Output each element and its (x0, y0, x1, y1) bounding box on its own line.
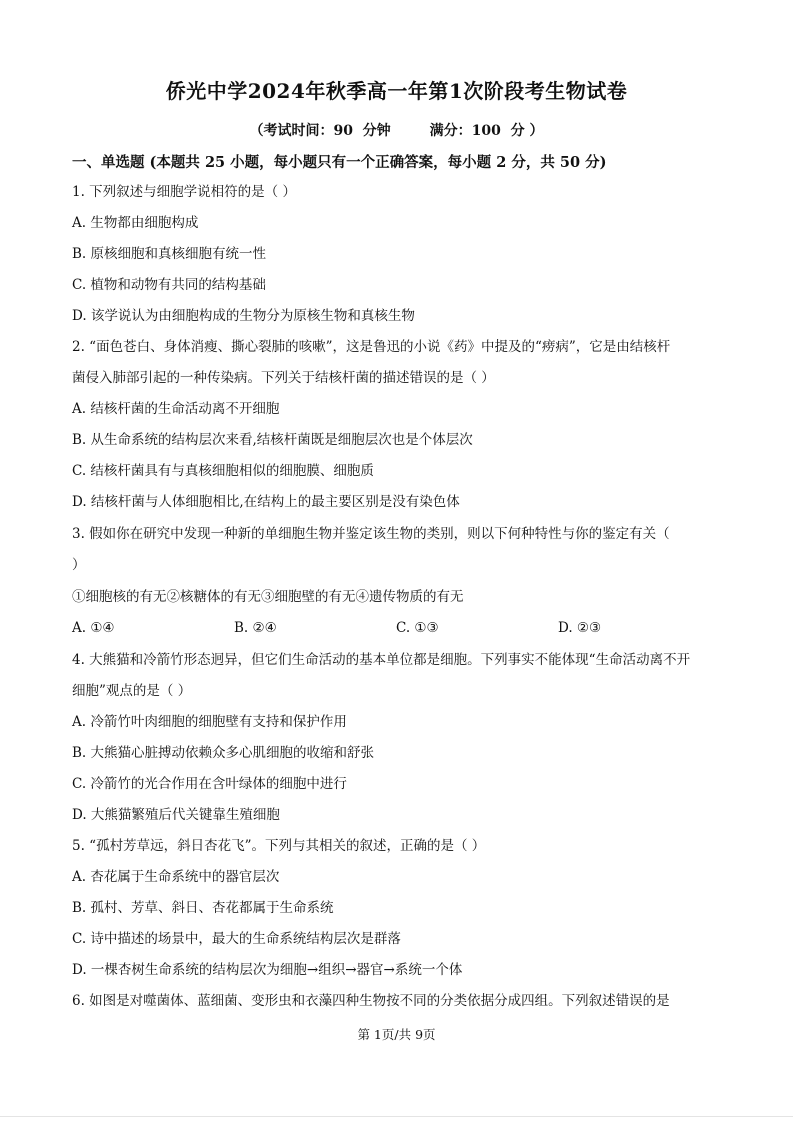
q4-stem-line1: 4. 大熊猫和冷箭竹形态迥异，但它们生命活动的基本单位都是细胞。下列事实不能体现“生命活动离不开 (72, 652, 691, 668)
q3-option-a: A. ①④ (72, 620, 115, 636)
q4-option-d: D. 大熊猫繁殖后代关键靠生殖细胞 (72, 807, 280, 823)
q2-stem-line1: 2. “面色苍白、身体消瘦、撕心裂肺的咳嗽”，这是鲁迅的小说《药》中提及的“痨病”，它是由结核杆 (72, 339, 671, 355)
q3-stem-line2: ） (72, 557, 86, 573)
page-footer: 第 1页/共 9页 (357, 1027, 436, 1042)
q4-stem-line2: 细胞”观点的是（ ） (72, 683, 192, 699)
q3-statements: ①细胞核的有无②核糖体的有无③细胞壁的有无④遗传物质的有无 (72, 589, 464, 605)
q4-option-c: C. 冷箭竹的光合作用在含叶绿体的细胞中进行 (72, 776, 347, 792)
section-heading: 一、单选题 (本题共 25 小题，每小题只有一个正确答案，每小题 2 分，共 50 分) (72, 154, 607, 171)
q5-option-c: C. 诗中描述的场景中，最大的生命系统结构层次是群落 (72, 931, 401, 947)
q5-stem: 5. “孤村芳草远，斜日杏花飞”。下列与其相关的叙述，正确的是（ ） (72, 838, 486, 854)
exam-subtitle: （考试时间：90 分钟 满分：100 分 ） (249, 123, 544, 139)
bottom-divider (0, 1116, 793, 1117)
q1-option-d: D. 该学说认为由细胞构成的生物分为原核生物和真核生物 (72, 308, 415, 324)
q2-option-b: B. 从生命系统的结构层次来看,结核杆菌既是细胞层次也是个体层次 (72, 432, 473, 448)
q5-option-b: B. 孤村、芳草、斜日、杏花都属于生命系统 (72, 900, 334, 916)
q4-option-b: B. 大熊猫心脏搏动依赖众多心肌细胞的收缩和舒张 (72, 745, 375, 761)
exam-title: 侨光中学2024年秋季高一年第1次阶段考生物试卷 (165, 79, 628, 103)
q5-option-d: D. 一棵杏树生命系统的结构层次为细胞→组织→器官→系统一个体 (72, 962, 463, 978)
q5-option-a: A. 杏花属于生命系统中的器官层次 (72, 869, 280, 885)
q2-option-c: C. 结核杆菌具有与真核细胞相似的细胞膜、细胞质 (72, 463, 374, 479)
q3-option-b: B. ②④ (234, 620, 277, 636)
q6-stem: 6. 如图是对噬菌体、蓝细菌、变形虫和衣藻四种生物按不同的分类依据分成四组。下列叙述错误的是 (72, 993, 670, 1009)
q1-option-a: A. 生物都由细胞构成 (72, 215, 199, 231)
q3-option-d: D. ②③ (558, 620, 602, 636)
q1-option-b: B. 原核细胞和真核细胞有统一性 (72, 246, 267, 262)
q1-stem: 1. 下列叙述与细胞学说相符的是（ ） (72, 184, 296, 200)
q3-option-c: C. ①③ (396, 620, 439, 636)
q2-stem-line2: 菌侵入肺部引起的一种传染病。下列关于结核杆菌的描述错误的是（ ） (72, 370, 495, 386)
q2-option-d: D. 结核杆菌与人体细胞相比,在结构上的最主要区别是没有染色体 (72, 494, 460, 510)
q3-stem-line1: 3. 假如你在研究中发现一种新的单细胞生物并鉴定该生物的类别，则以下何种特性与你的鉴定有关（ (72, 526, 670, 542)
q4-option-a: A. 冷箭竹叶肉细胞的细胞壁有支持和保护作用 (72, 714, 347, 730)
q1-option-c: C. 植物和动物有共同的结构基础 (72, 277, 266, 293)
q2-option-a: A. 结核杆菌的生命活动离不开细胞 (72, 401, 280, 417)
